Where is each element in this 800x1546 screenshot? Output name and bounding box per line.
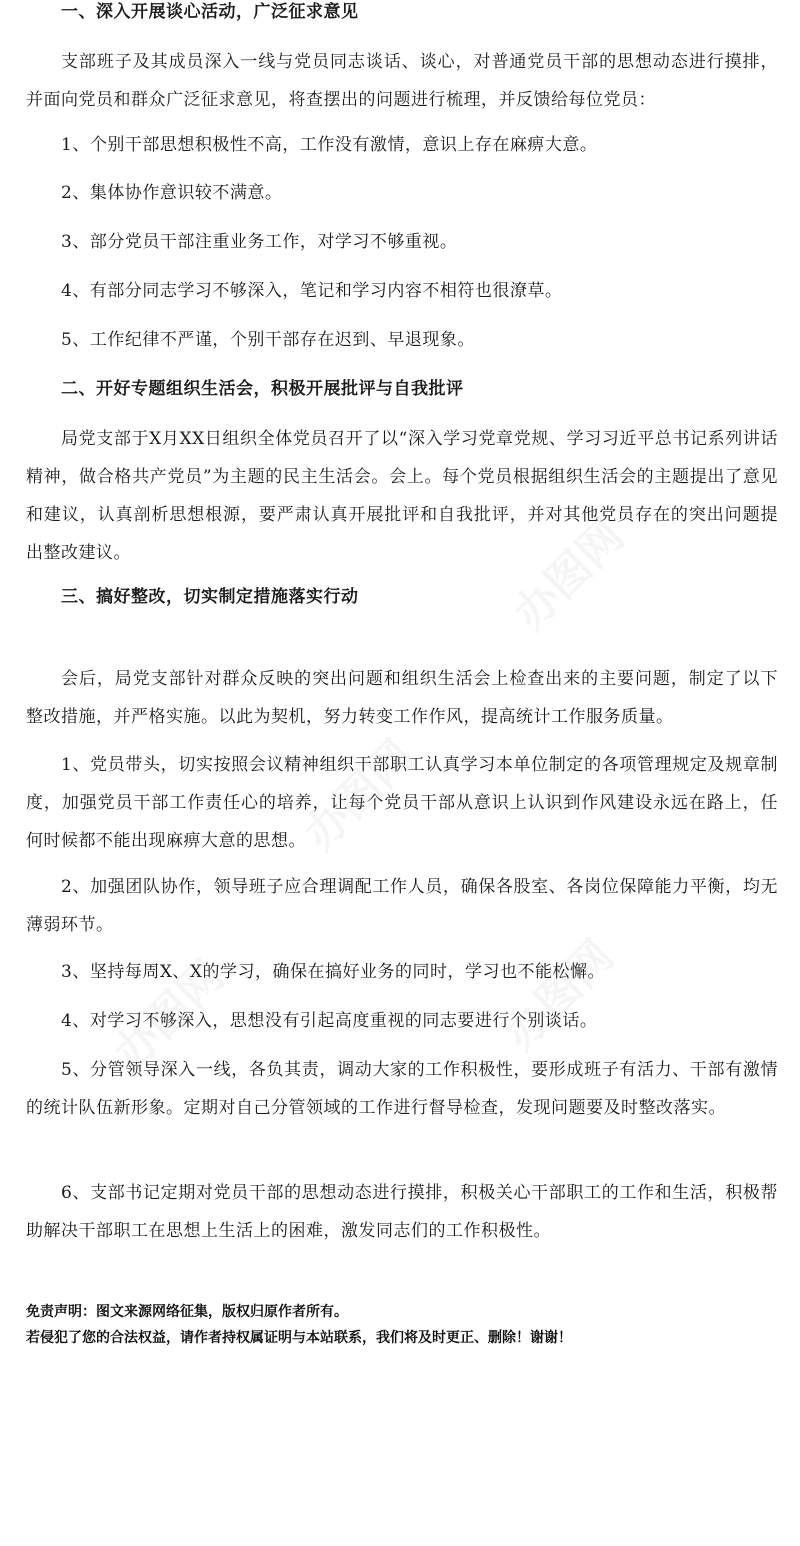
list-item-3-1: 1、党员带头，切实按照会议精神组织干部职工认真学习本单位制定的各项管理规定及规章制度，加强党员干部工作责任心的培养，让每个党员干部从意识上认识到作风建设永远在路上，任何时候都不能出现麻痹大意的思想。 <box>26 755 778 851</box>
section-heading-2: 二、开好专题组织生活会，积极开展批评与自我批评 <box>61 379 464 399</box>
list-item-3-2: 2、加强团队协作，领导班子应合理调配工作人员，确保各股室、各岗位保障能力平衡，均无薄弱环节。 <box>26 877 778 935</box>
disclaimer-line-2: 若侵犯了您的合法权益，请作者持权属证明与本站联系，我们将及时更正、删除！谢谢！ <box>26 1330 572 1346</box>
list-item-1-1: 1、个别干部思想积极性不高，工作没有激情，意识上存在麻痹大意。 <box>61 135 598 155</box>
disclaimer-line-1: 免责声明：图文来源网络征集，版权归原作者所有。 <box>26 1304 348 1320</box>
list-item-1-4: 4、有部分同志学习不够深入，笔记和学习内容不相符也很潦草。 <box>61 281 563 301</box>
list-item-3-5: 5、分管领导深入一线，各负其责，调动大家的工作积极性，要形成班子有活力、干部有激情的统计队伍新形象。定期对自己分管领域的工作进行督导检查，发现问题要及时整改落实。 <box>26 1060 778 1118</box>
paragraph-section-2: 局党支部于X月XX日组织全体党员召开了以“深入学习党章党规、学习习近平总书记系列讲话精神，做合格共产党员”为主题的民主生活会。会上。每个党员根据组织生活会的主题提出了意见和建议，认真剖析思想根源，要严肃认真开展批评和自我批评，并对其他党员存在的突出问题提出整改建议。 <box>26 429 778 563</box>
list-item-1-5: 5、工作纪律不严谨，个别干部存在迟到、早退现象。 <box>61 330 475 350</box>
watermark-logo: 办图网 <box>104 950 234 1080</box>
watermark-logo: 办图网 <box>294 730 424 860</box>
list-item-1-2: 2、集体协作意识较不满意。 <box>61 183 283 203</box>
list-item-3-6: 6、支部书记定期对党员干部的思想动态进行摸排，积极关心干部职工的工作和生活，积极帮助解决干部职工在思想上生活上的困难，激发同志们的工作积极性。 <box>26 1183 778 1241</box>
section-heading-3: 三、搞好整改，切实制定措施落实行动 <box>61 587 359 607</box>
section-heading-1: 一、深入开展谈心活动，广泛征求意见 <box>61 2 359 22</box>
paragraph-section-3-intro: 会后，局党支部针对群众反映的突出问题和组织生活会上检查出来的主要问题，制定了以下整改措施，并严格实施。以此为契机，努力转变工作作风，提高统计工作服务质量。 <box>26 669 778 727</box>
watermark-logo: 办图网 <box>504 510 634 640</box>
list-item-1-3: 3、部分党员干部注重业务工作，对学习不够重视。 <box>61 232 458 252</box>
list-item-3-4: 4、对学习不够深入，思想没有引起高度重视的同志要进行个别谈话。 <box>61 1011 598 1031</box>
paragraph-intro-1: 支部班子及其成员深入一线与党员同志谈话、谈心，对普通党员干部的思想动态进行摸排，并面向党员和群众广泛征求意见，将查摆出的问题进行梳理，并反馈给每位党员： <box>26 52 778 110</box>
watermark-logo: 办图网 <box>494 930 624 1060</box>
list-item-3-3: 3、坚持每周X、X的学习，确保在搞好业务的同时，学习也不能松懈。 <box>61 962 606 982</box>
